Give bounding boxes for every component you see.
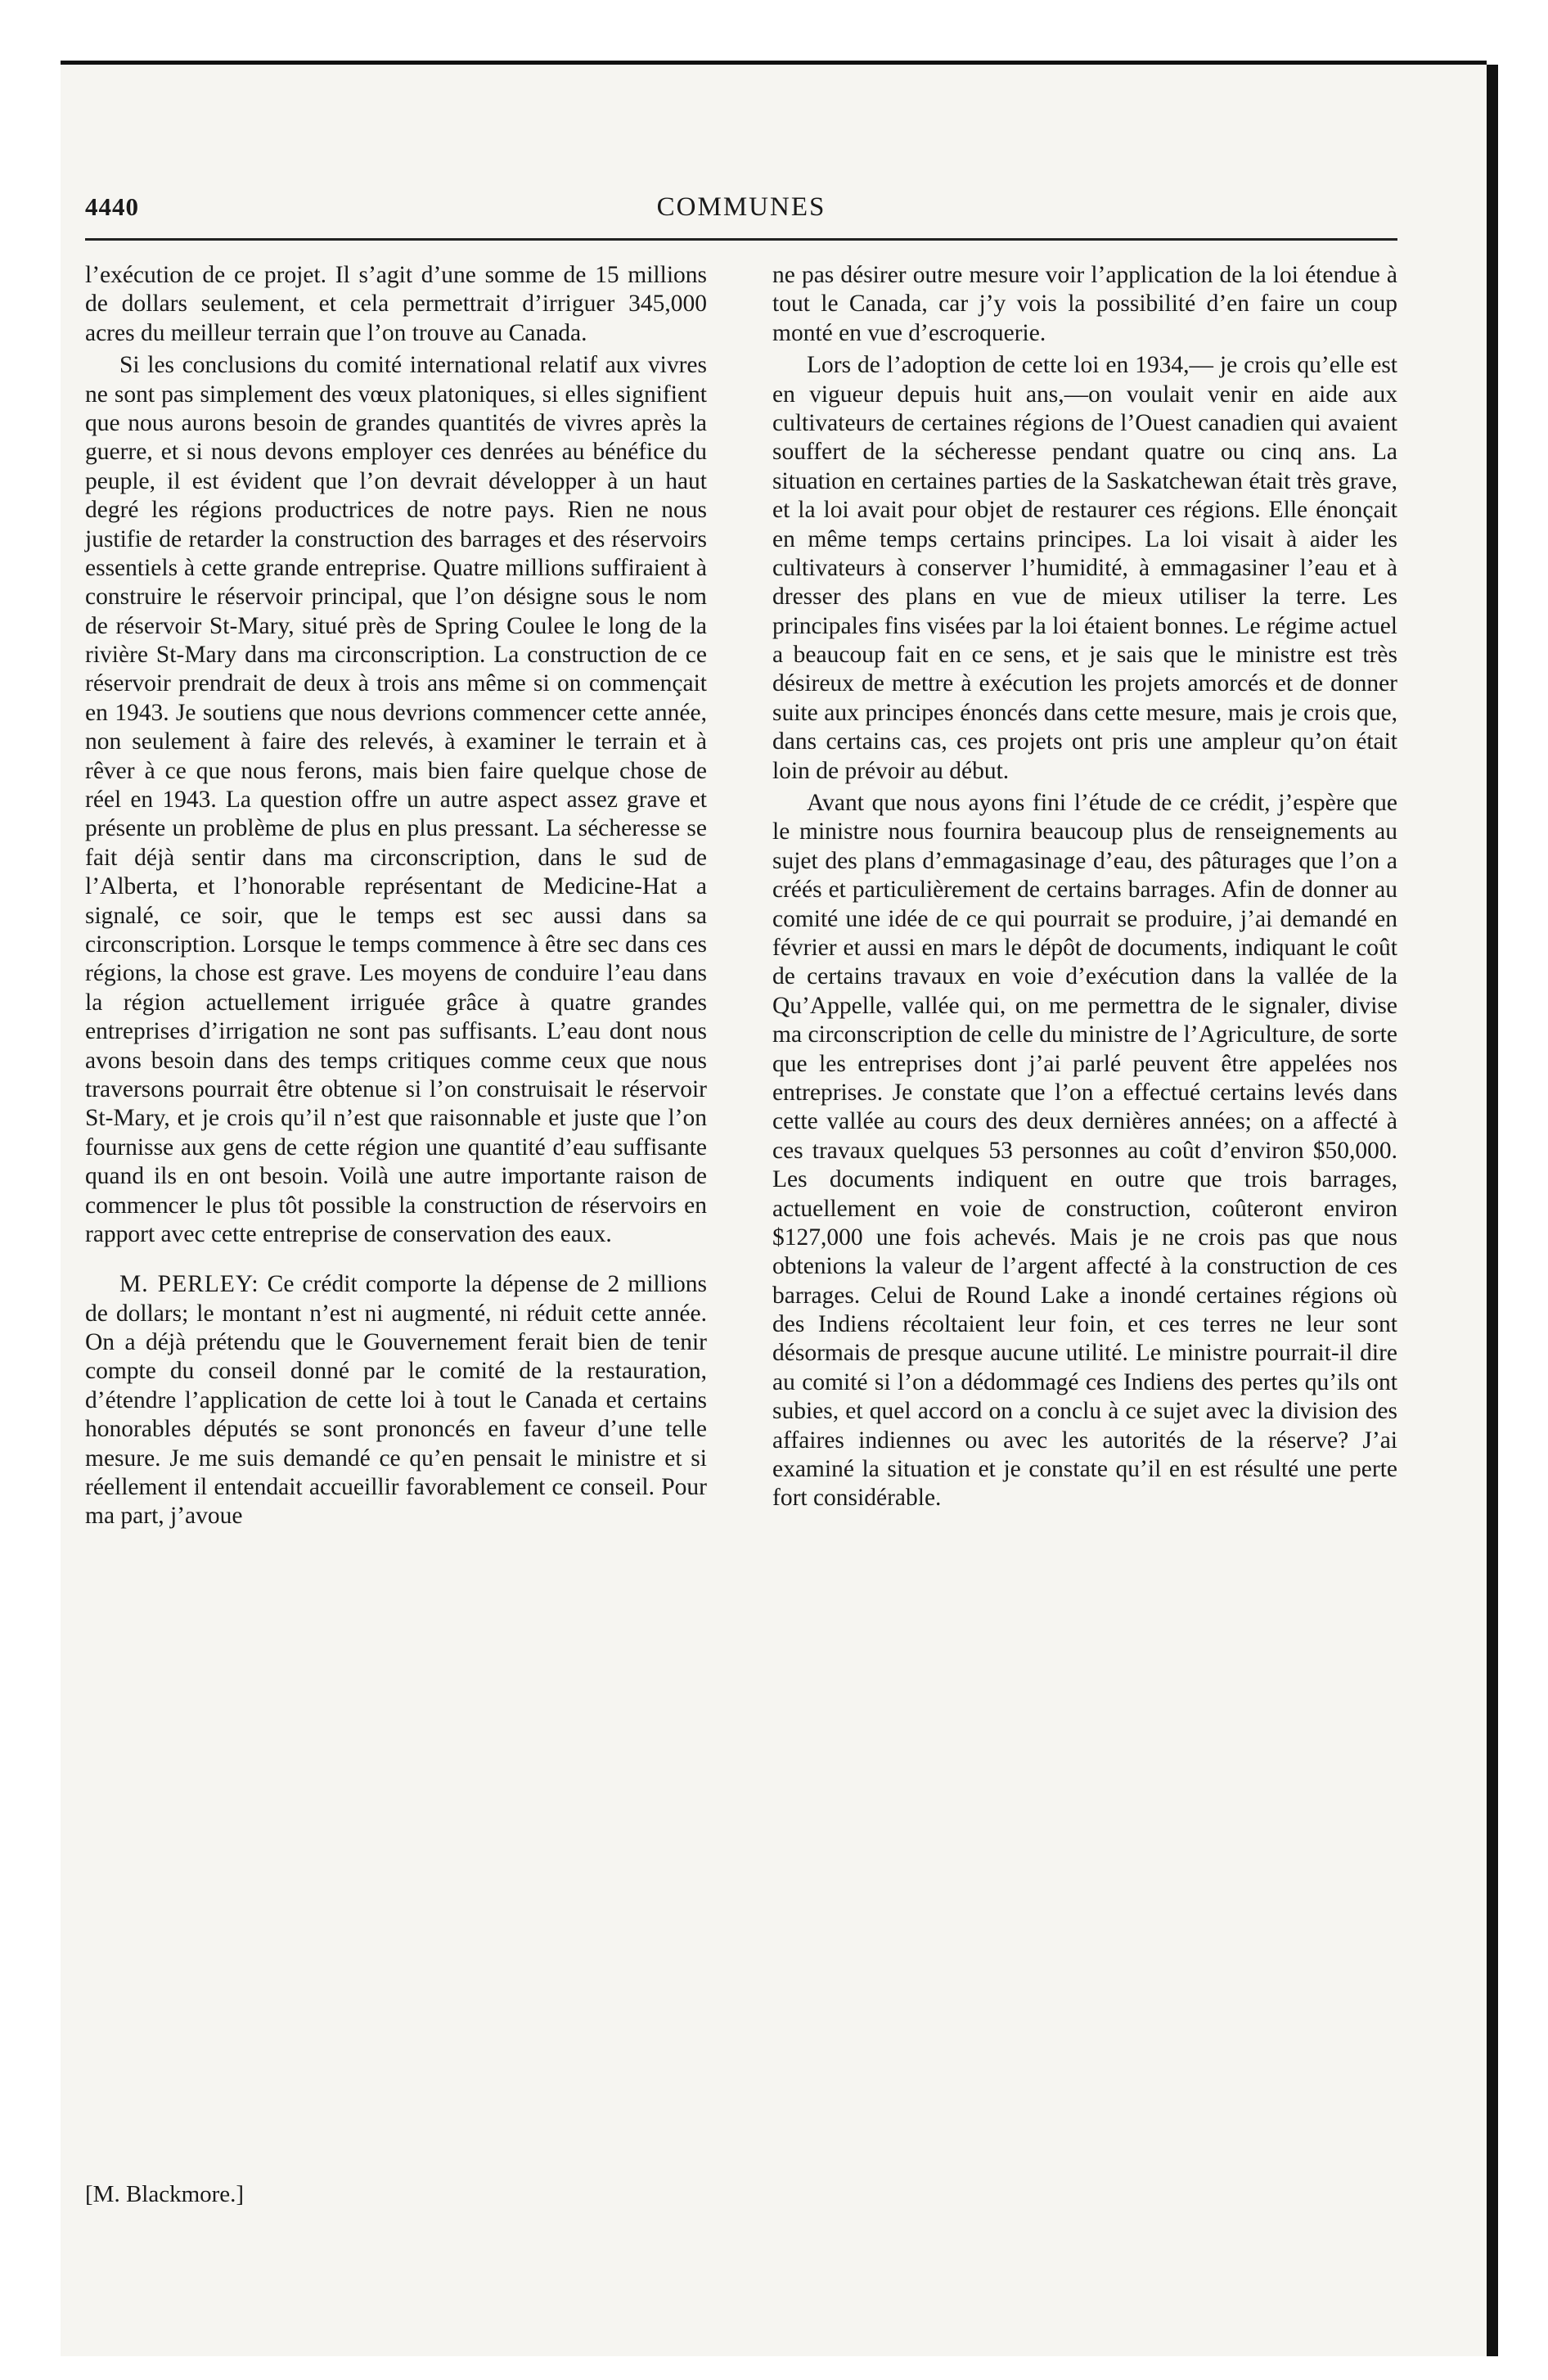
page-number: 4440 bbox=[85, 192, 139, 221]
running-head: COMMUNES bbox=[656, 192, 826, 222]
left-column bbox=[85, 261, 707, 1535]
page-header bbox=[85, 192, 1397, 228]
speaker-name: M. PERLEY: bbox=[119, 1271, 259, 1298]
paragraph: ne pas désirer outre mesure voir l’application de la loi étendue à tout le Canada, car j’y vois la possibilité d’en faire un coup monté en vue d’escroquerie. bbox=[772, 262, 1397, 346]
paragraph: Lors de l’adoption de cette loi en 1934,— je crois qu’elle est en vigueur depuis huit ans,—on voulait venir en aide aux cultivateurs de certaines régions de l’Ouest canadien qui avaient souffert de la sécheresse pendant quatre ou cinq ans. La situation en certaines parties de la Saskatchewan était très grave, et la loi avait pour objet de restaurer ces régions. Elle énonçait en même temps certains principes. La loi visait à aider les cultivateurs à conserver l’humidité, à emmagasiner l’eau et à dresser des plans en vue de mieux utiliser la terre. Les principales fins visées par la loi étaient bonnes. Le régime actuel a beaucoup fait en ce sens, et je sais que le ministre est très désireux de mettre à exécution les projets amorcés et de donner suite aux principes énoncés dans cette mesure, mais je crois que, dans certains cas, ces projets ont pris une ampleur qu’on était loin de prévoir au début. bbox=[772, 352, 1397, 784]
right-column bbox=[772, 261, 1397, 1517]
speaker-paragraph bbox=[85, 1270, 707, 1531]
paragraph: Si les conclusions du comité international relatif aux vivres ne sont pas simplement des vœux platoniques, si elles signifient que nous aurons besoin de grandes quantités de vivres après la guerre, et si nous devons employer ces denrées au bénéfice du peuple, il est évident que l’on devrait développer à un haut degré les régions productrices de notre pays. Rien ne nous justifie de retarder la construction des barrages et des réservoirs essentiels à cette grande entreprise. Quatre millions suffiraient à construire le réservoir principal, que l’on désigne sous le nom de réservoir St-Mary, situé près de Spring Coulee le long de la rivière St-Mary dans ma circonscription. La construction de ce réservoir prendrait de deux à trois ans même si on commençait en 1943. Je soutiens que nous devrions commencer cette année, non seulement à faire des relevés, à examiner le terrain et à rêver à ce que nous ferons, mais bien faire quelque chose de réel en 1943. La question offre un autre aspect assez grave et présente un problème de plus en plus pressant. La sécheresse se fait déjà sentir dans ma circonscription, dans le sud de l’Alberta, et l’honorable représentant de Medicine-Hat a signalé, ce soir, que le temps est sec aussi dans sa circonscription. Lorsque le temps commence à être sec dans ces régions, la chose est grave. Les moyens de conduire l’eau dans la région actuellement irriguée grâce à quatre grandes entreprises d’irrigation ne sont pas suffisants. L’eau dont nous avons besoin dans des temps critiques comme ceux que nous traversons pourrait être obtenue si l’on construisait le réservoir St-Mary, et je crois qu’il n’est que raisonnable et juste que l’on fournisse aux gens de cette région une quantité d’eau suffisante quand ils en ont besoin. Voilà une autre importante raison de commencer le plus tôt possible la construction de réservoirs en rapport avec cette entreprise de conservation des eaux. bbox=[85, 352, 707, 1247]
paragraph: Avant que nous ayons fini l’étude de ce crédit, j’espère que le ministre nous fournira beaucoup plus de renseignements au sujet des plans d’emmagasinage d’eau, des pâturages que l’on a créés et particulièrement de certains barrages. Afin de donner au comité une idée de ce qui pourrait se produire, j’ai demandé en février et aussi en mars le dépôt de documents, indiquant le coût de certains travaux en voie d’exécution dans la vallée de la Qu’Appelle, vallée qui, on me permettra de le signaler, divise ma circonscription de celle du ministre de l’Agriculture, de sorte que les entreprises dont j’ai parlé peuvent être appelées nos entreprises. Je constate que l’on a effectué certains levés dans cette vallée au cours des deux dernières années; on a affecté à ces travaux quelques 53 personnes au coût d’environ $50,000. Les documents indiquent en outre que trois barrages, actuellement en voie de construction, coûteront environ $127,000 une fois achevés. Mais je ne crois pas que nous obtenions la valeur de l’argent affecté à la construction de ces barrages. Celui de Round Lake a inondé certaines régions où des Indiens récoltaient leur foin, et ces terres ne leur sont désormais de presque aucune utilité. Le ministre pourrait-il dire au comité si l’on a dédommagé ces Indiens des pertes qu’ils ont subies, et quel accord on a conclu à ce sujet avec la division des affaires indiennes ou avec les autorités de la réserve? J’ai examiné la situation et je constate qu’il en est résulté une perte fort considérable. bbox=[772, 790, 1397, 1512]
speaker-reference: [M. Blackmore.] bbox=[85, 2181, 245, 2207]
paragraph: l’exécution de ce projet. Il s’agit d’une somme de 15 millions de dollars seulement, et cela permettrait d’irriguer 345,000 acres du meilleur terrain que l’on trouve au Canada. bbox=[85, 262, 707, 346]
speaker-text: Ce crédit comporte la dépense de 2 millions de dollars; le montant n’est ni augmenté, ni réduit cette année. On a déjà prétendu que le Gouvernement ferait bien de tenir compte du conseil donné par le comité de la restauration, d’étendre l’application de cette loi à tout le Canada et certains honorables députés se sont prononcés en faveur d’une telle mesure. Je me suis demandé ce qu’en pensait le ministre et si réellement il entendait accueillir favorablement ce conseil. Pour ma part, j’avoue bbox=[85, 1271, 707, 1530]
document-page bbox=[61, 61, 1487, 2356]
page-edge-border bbox=[1487, 65, 1498, 2356]
header-rule bbox=[85, 238, 1397, 241]
